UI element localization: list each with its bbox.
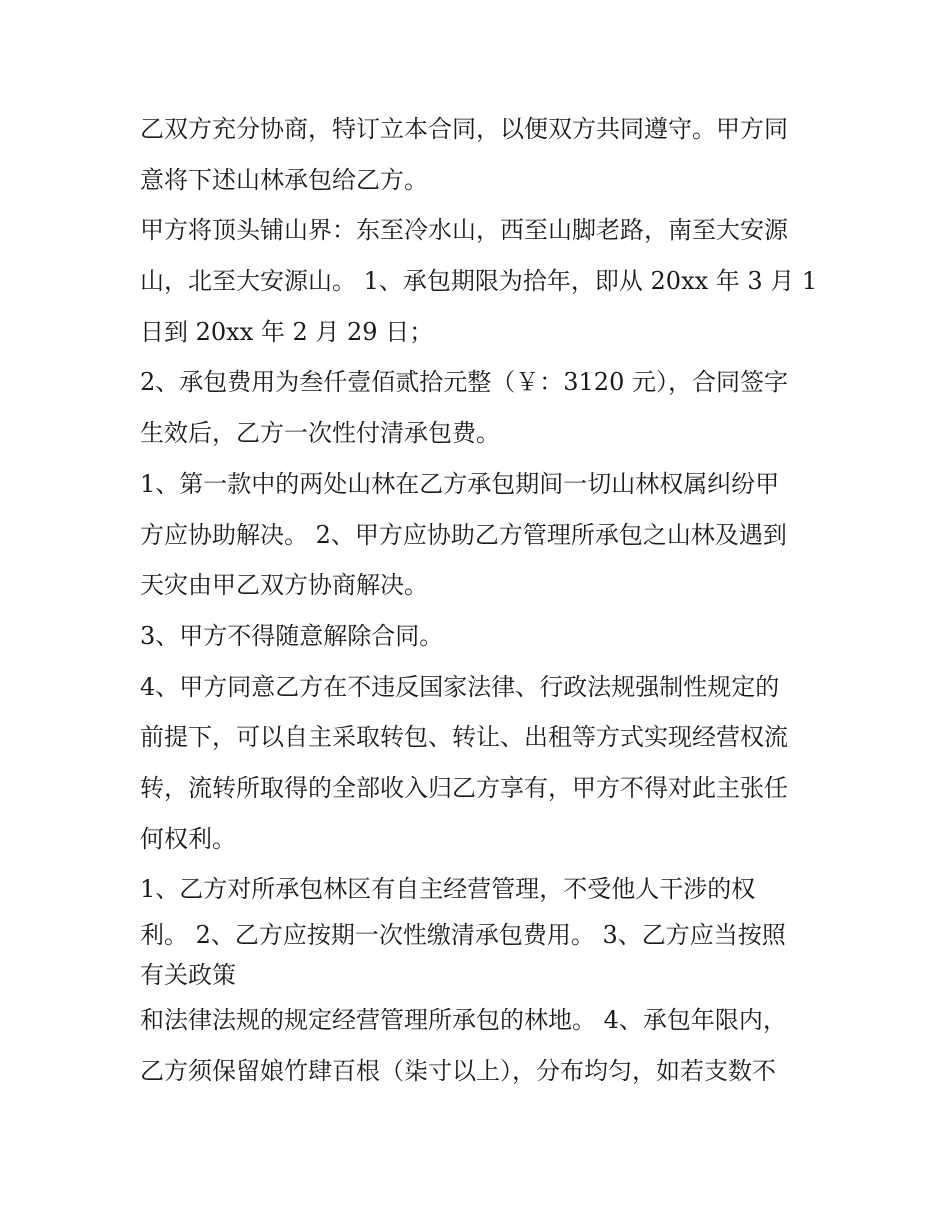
text-line: 3、甲方不得随意解除合同。	[140, 621, 444, 650]
text-line: 转，流转所取得的全部收入归乙方享有，甲方不得对此主张任	[140, 773, 788, 802]
text-line: 山，北至大安源山。 1、承包期限为拾年，即从 20xx 年 3 月 1	[140, 267, 818, 296]
text-line: 意将下述山林承包给乙方。	[140, 165, 428, 194]
text-line: 1、乙方对所承包林区有自主经营管理，不受他人干涉的权	[140, 875, 756, 904]
text-line: 乙双方充分协商，特订立本合同，以便双方共同遵守。甲方同	[140, 115, 788, 143]
text-line: 乙方须保留娘竹肆百根（柒寸以上），分布均匀，如若支数不	[140, 1056, 776, 1085]
text-line: 生效后，乙方一次性付清承包费。	[140, 419, 500, 448]
text-line: 1、第一款中的两处山林在乙方承包期间一切山林权属纠纷甲	[140, 469, 780, 498]
text-line: 4、甲方同意乙方在不违反国家法律、行政法规强制性规定的	[140, 672, 780, 701]
text-line: 天灾由甲乙双方协商解决。	[140, 571, 428, 600]
text-line: 何权利。	[140, 824, 236, 853]
text-line: 日到 20xx 年 2 月 29 日；	[140, 317, 434, 346]
text-line: 利。 2、乙方应按期一次性缴清承包费用。 3、乙方应当按照	[140, 921, 786, 949]
text-line: 前提下，可以自主采取转包、转让、出租等方式实现经营权流	[140, 723, 788, 752]
text-line: 甲方将顶头铺山界：东至冷水山，西至山脚老路，南至大安源	[140, 216, 788, 245]
text-line: 2、承包费用为叁仟壹佰贰拾元整（￥：3120 元），合同签字	[140, 368, 788, 397]
text-line: 方应协助解决。 2、甲方应协助乙方管理所承包之山林及遇到	[140, 520, 787, 549]
text-line: 有关政策	[140, 961, 236, 989]
contract-body	[140, 104, 840, 1096]
text-line: 和法律法规的规定经营管理所承包的林地。 4、承包年限内，	[140, 1006, 787, 1034]
